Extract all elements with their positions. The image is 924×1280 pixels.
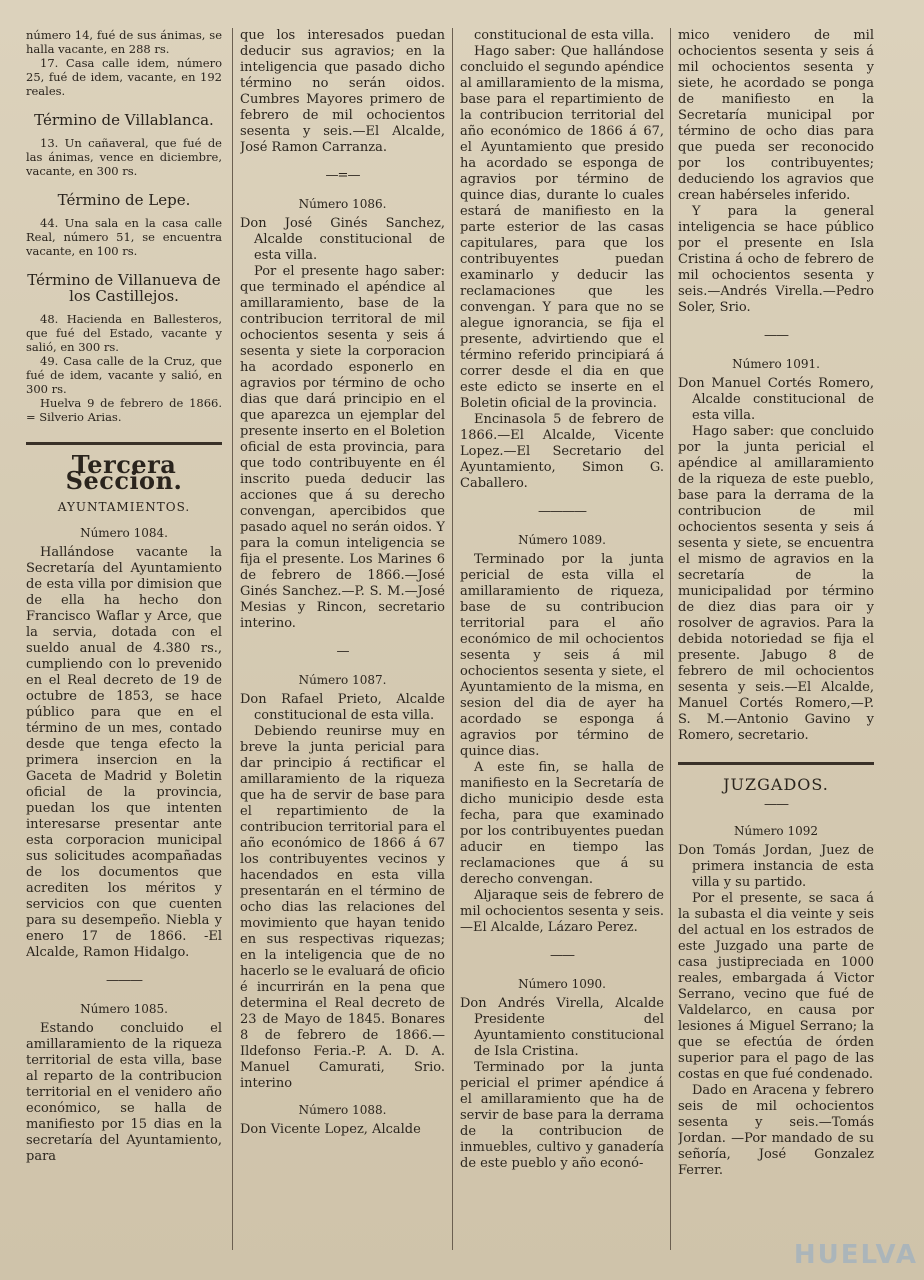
section-title: JUZGADOS.	[723, 775, 829, 794]
notice-body: mico venidero de mil ochocientos sesenta y seis á mil ochocientos sesenta y siete, he acordado se ponga de manifiesto en la Secretaría municipal por término de ocho dias para que pueda ser reconocido por los contribuyentes; deduciendo los agravios que crean habérseles inferido.	[678, 28, 874, 203]
signature: Dado en Aracena y febrero seis de mil ochocientos sesenta y seis.—Tomás Jordan. —Por mandado de su señoría, José Gonzalez Ferrer.	[678, 1083, 874, 1178]
section-rule	[678, 762, 874, 765]
listing-item: 44. Una sala en la casa calle Real, número 51, se encuentra vacante, en 100 rs.	[26, 216, 222, 258]
notice-body: Hallándose vacante la Secretaría del Ayuntamiento de esta villa por dimision que de ella ha hecho don Francisco Waflar y Arce, que la servia, dotada con el sueldo anual de 4.380 rs., cumpliendo con lo prevenido en el Real decreto de 19 de octubre de 1853, se hace público para que en el término de un mes, contado desde que tenga efecto la primera insercion en la Gaceta de Madrid y Boletin oficial de la provincia, puedan los que intenten interesarse presentar ante esta corporacion municipal sus solicitudes acompañadas de los documentos que acrediten los méritos y servicios con que cuenten para su desempeño. Niebla y enero 17 de 1866. -El Alcalde, Ramon Hidalgo.	[26, 545, 222, 960]
notice-body: Terminado por la junta pericial el primer apéndice á el amillaramiento que ha de servir de base para la derrama de la contribucion de inmuebles, cultivo y ganadería de este pueblo y año econó-	[460, 1060, 664, 1171]
notice-body: Y para la general inteligencia se hace público por el presente en Isla Cristina á ocho de febrero de mil ochocientos sesenta y seis.—Andrés Virella.—Pedro Soler, Srio.	[678, 204, 874, 315]
notice-heading: Don Vicente Lopez, Alcalde	[240, 1122, 421, 1137]
separator: —	[336, 644, 349, 659]
column-3	[460, 28, 664, 1262]
notice-heading: Don Andrés Virella, Alcalde Presidente del Ayuntamiento constitucional de Isla Cristina.	[460, 996, 664, 1059]
column-divider	[670, 28, 671, 1250]
notice-body: Estando concluido el amillaramiento de la riqueza territorial de esta villa, base al reparto de la contribucion territorial en el venidero año económico, se halla de manifiesto por 15 dias en la secretaría del Ayuntamiento, para	[26, 1021, 222, 1164]
notice-body: Por el presente, se saca á la subasta el dia veinte y seis del actual en los estrados de este Juzgado una parte de casa justipreciada en 1000 reales, embargada á Victor Serrano, vecino que fué de Valdelarco, en causa por lesiones á Miguel Serrano; la que se efectúa de órden superior para el pago de las costas en que fué condenado.	[678, 891, 874, 1082]
notice-number: Número 1087.	[298, 673, 387, 687]
signature: Aljaraque seis de febrero de mil ochocientos sesenta y seis.—El Alcalde, Lázaro Perez.	[460, 888, 664, 935]
notice-body: Terminado por la junta pericial de esta villa el amillaramiento de riqueza, base de su contribucion territorial para el año económico de mil ochocientos sesenta y seis á mil ochocientos sesenta y siete, el Ayuntamiento de la misma, en sesion del dia de ayer ha acordado se esponga á agravios por término de quince dias.	[460, 552, 664, 759]
notice-body: que los interesados puedan deducir sus agravios; en la inteligencia que pasado dicho término no serán oidos. Cumbres Mayores primero de febrero de mil ochocientos sesenta y seis.—El Alcalde, José Ramon Carranza.	[240, 28, 445, 155]
notice-number: Número 1084.	[80, 526, 168, 540]
notice-number: Número 1091.	[732, 357, 820, 371]
notice-body: A este fin, se halla de manifiesto en la Secretaría de dicho municipio desde esta fecha, para que examinado por los contribuyentes puedan aducir en tiempo las reclamaciones que á su derecho convengan.	[460, 760, 664, 887]
column-divider	[232, 28, 233, 1250]
notice-body: Hago saber: que concluido por la junta pericial el apéndice al amillaramiento de la riqueza de este pueblo, base para la derrama de la contribucion de mil ochocientos sesenta y seis á sesenta y siete, se encuentra el mismo de agravios en la secretaría de la municipalidad por término de diez dias para oir y rosolver de agravios. Para la debida notoriedad se fija el presente. Jabugo 8 de febrero de mil ochocientos sesenta y seis.—El Alcalde, Manuel Cortés Romero,—P. S. M.—Antonio Gavino y Romero, secretario.	[678, 424, 874, 743]
section-title: Tercera Seccion.	[65, 450, 183, 495]
section-rule	[26, 442, 222, 445]
listing-item: 17. Casa calle idem, número 25, fué de idem, vacante, en 192 reales.	[26, 56, 222, 98]
separator: —=—	[325, 168, 360, 183]
notice-body: Debiendo reunirse muy en breve la junta pericial para dar principio á rectificar el amillaramiento de la riqueza que ha de servir de base para el repartimiento de la contribucion territorial para el año económico de 1866 á 67 los contribuyentes vecinos y hacendados en esta villa presentarán en el término de ocho dias las relaciones del movimiento que hayan tenido en sus respectivas riquezas; en la inteligencia que de no hacerlo se le evaluará de oficio é incurrirán en la pena que determina el Real decreto de 23 de Mayo de 1845. Bonares 8 de febrero de 1866.—Ildefonso Feria.-P. A. D. A. Manuel Camurati, Srio. interino	[240, 724, 445, 1091]
section-heading: Término de Villanueva de los Castillejos.	[27, 271, 221, 305]
watermark: HUELVA	[793, 1240, 918, 1270]
notice-heading: Don Manuel Cortés Romero, Alcalde constitucional de esta villa.	[678, 376, 874, 423]
notice-body: Hago saber: Que hallándose concluido el segundo apéndice al amillaramiento de la misma, base para el repartimiento de la contribucion territorial del año económico de 1866 á 67, el Ayuntamiento que presido ha acordado se esponga de agravios por término de quince dias, durante lo cuales estará de manifiesto en la parte esterior de las casas capitulares, para que los contribuyentes puedan examinarlo y deducir las reclamaciones que les convengan. Y para que no se alegue ignorancia, se fija el presente, advirtiendo que el término referido principiará á correr desde el dia en que este edicto se inserte en el Boletin oficial de la provincia.	[460, 44, 664, 411]
column-1	[26, 28, 222, 1262]
separator: ——	[764, 797, 788, 812]
separator: ——	[764, 328, 788, 343]
notice-number: Número 1086.	[298, 197, 387, 211]
notice-heading: Don Tomás Jordan, Juez de primera instancia de esta villa y su partido.	[678, 843, 874, 890]
notice-number: Número 1085.	[80, 1002, 168, 1016]
section-heading: Término de Villablanca.	[34, 111, 214, 129]
notice-number: Número 1092	[733, 824, 819, 838]
listing-item: 49. Casa calle de la Cruz, que fué de idem, vacante y salió, en 300 rs.	[26, 354, 222, 396]
section-heading: Término de Lepe.	[57, 191, 191, 209]
notice-body: Por el presente hago saber: que terminado el apéndice al amillaramiento, base de la contribucion territoral de mil ochocientos sesenta y seis á sesenta y siete la corporacion ha acordado esponerlo en agravios por término de ocho dias que dará principio en el que aparezca un ejemplar del presente inserto en el Boletion oficial de esta provincia, para que todo contribuyente en él inscrito pueda deducir las acciones que á su derecho convengan, apercibidos que pasado aquel no serán oidos. Y para la comun inteligencia se fija el presente. Los Marines 6 de febrero de 1866.—José Ginés Sanchez.—P. S. M.—José Mesias y Rincon, secretario interino.	[240, 264, 445, 631]
listing-item: 13. Un cañaveral, que fué de las ánimas, vence en diciembre, vacante, en 300 rs.	[26, 136, 222, 178]
notice-number: Número 1090.	[518, 977, 606, 991]
column-2	[240, 28, 445, 1262]
listing-item: número 14, fué de sus ánimas, se halla vacante, en 288 rs.	[26, 28, 222, 56]
column-divider	[452, 28, 453, 1250]
separator: ————	[538, 504, 586, 519]
signature: Encinasola 5 de febrero de 1866.—El Alcalde, Vicente Lopez.—El Secretario del Ayuntamiento, Simon G. Caballero.	[460, 412, 664, 491]
subsection-title: AYUNTAMIENTOS.	[57, 500, 191, 514]
notice-number: Número 1089.	[518, 533, 606, 547]
separator: ——	[550, 948, 574, 963]
notice-heading: constitucional de esta villa.	[474, 28, 655, 43]
separator: ———	[106, 973, 142, 988]
listing-item: 48. Hacienda en Ballesteros, que fué del Estado, vacante y salió, en 300 rs.	[26, 312, 222, 354]
notice-heading: Don José Ginés Sanchez, Alcalde constitucional de esta villa.	[240, 216, 445, 263]
column-4	[678, 28, 874, 1262]
notice-number: Número 1088.	[298, 1103, 387, 1117]
signature: Huelva 9 de febrero de 1866. = Silverio Arias.	[26, 396, 222, 424]
notice-heading: Don Rafael Prieto, Alcalde constitucional de esta villa.	[240, 692, 445, 723]
